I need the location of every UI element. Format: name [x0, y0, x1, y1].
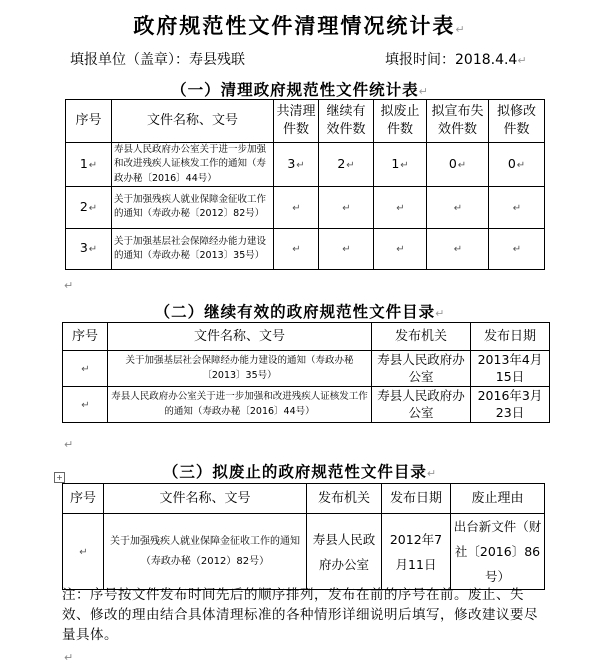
row-number: 3↵	[66, 228, 112, 269]
issue-date: 2012年7月11日	[382, 514, 451, 590]
modify-count	[489, 228, 545, 269]
issuing-org: 寿县人民政府办公室	[307, 514, 382, 590]
footnote: 注：序号按文件发布时间先后的顺序排列，发布在前的序号在前。废止、失效、修改的理由结合具体清理标准的各种情形详细说明后填写，修改建议要尽量具体。	[62, 587, 538, 643]
row-number	[63, 351, 108, 387]
table-row	[63, 387, 550, 423]
section3-heading: （三）拟废止的政府规范性文件目录↵	[162, 463, 438, 481]
return-mark: ↵	[455, 23, 467, 36]
section1-table	[65, 99, 545, 270]
return-mark: ↵	[342, 202, 351, 214]
return-mark: ↵	[435, 307, 446, 320]
reporting-time: 填报时间：2018.4.4↵	[385, 52, 527, 68]
header-cell: 序号	[63, 484, 104, 514]
return-mark: ↵	[396, 202, 405, 214]
return-mark: ↵	[400, 159, 409, 171]
row-number: 2↵	[66, 186, 112, 228]
reporting-unit: 填报单位（盖章）：寿县残联	[70, 52, 245, 68]
total-count: 3↵	[274, 143, 319, 187]
return-mark: ↵	[292, 244, 301, 256]
invalid-count	[427, 186, 489, 228]
section1-heading: （一）清理政府规范性文件统计表↵	[171, 81, 429, 99]
row-number	[63, 387, 108, 423]
issuing-org: 寿县人民政府办公室	[372, 387, 471, 423]
paragraph-mark: ↵	[64, 279, 74, 292]
modify-count: 0↵	[489, 143, 545, 187]
abolish-count	[374, 228, 427, 269]
modify-count	[489, 186, 545, 228]
row-number: 1↵	[66, 143, 112, 187]
paragraph-mark: ↵	[64, 438, 74, 451]
header-cell: 发布日期	[382, 484, 451, 514]
file-name: 关于加强残疾人就业保障金征收工作的通知（寿政办秘（2012）82号）	[104, 514, 307, 590]
return-mark: ↵	[516, 159, 526, 171]
return-mark: ↵	[296, 159, 305, 171]
return-mark: ↵	[81, 400, 90, 412]
table-header-row	[63, 323, 550, 351]
return-mark: ↵	[346, 159, 355, 171]
return-mark: ↵	[453, 244, 463, 256]
file-name: 关于加强基层社会保障经办能力建设的通知（寿政办秘〔2013〕35号）	[112, 228, 274, 269]
return-mark: ↵	[88, 244, 98, 256]
valid-count	[319, 228, 374, 269]
return-mark: ↵	[292, 202, 301, 214]
header-cell: 继续有效件数	[319, 100, 374, 143]
return-mark: ↵	[81, 364, 90, 376]
header-cell: 文件名称、文号	[108, 323, 372, 351]
return-mark: ↵	[79, 547, 88, 559]
header-cell: 文件名称、文号	[112, 100, 274, 143]
header-cell: 共清理件数	[274, 100, 319, 143]
header-cell: 序号	[63, 323, 108, 351]
abolish-count	[374, 186, 427, 228]
table-row	[63, 351, 550, 387]
header-cell: 文件名称、文号	[104, 484, 307, 514]
return-mark: ↵	[426, 467, 438, 480]
header-cell: 废止理由	[451, 484, 545, 514]
issue-date: 2013年4月15日	[471, 351, 550, 387]
file-name: 关于加强残疾人就业保障金征收工作的通知（寿政办秘〔2012〕82号）	[112, 186, 274, 228]
valid-count	[319, 186, 374, 228]
header-cell: 拟废止件数	[374, 100, 427, 143]
total-count	[274, 228, 319, 269]
table-anchor-icon[interactable]: +	[54, 472, 65, 483]
header-cell: 发布日期	[471, 323, 550, 351]
header-cell: 拟修改件数	[489, 100, 545, 143]
return-mark: ↵	[342, 244, 351, 256]
table-row	[66, 143, 545, 187]
section3-table	[62, 483, 545, 590]
header-cell: 发布机关	[307, 484, 382, 514]
return-mark: ↵	[396, 244, 405, 256]
return-mark: ↵	[517, 54, 527, 67]
table-header-row	[66, 100, 545, 143]
return-mark: ↵	[88, 202, 98, 214]
invalid-count: 0↵	[427, 143, 489, 187]
paragraph-mark: ↵	[64, 651, 74, 664]
file-name: 寿县人民政府办公室关于进一步加强和改进残疾人证核发工作的通知（寿政办秘〔2016〕44号）	[108, 387, 372, 423]
row-number	[63, 514, 104, 590]
issue-date: 2016年3月23日	[471, 387, 550, 423]
header-cell: 拟宣布失效件数	[427, 100, 489, 143]
total-count	[274, 186, 319, 228]
document-title: 政府规范性文件清理情况统计表↵	[133, 14, 467, 38]
issuing-org: 寿县人民政府办公室	[372, 351, 471, 387]
table-header-row	[63, 484, 545, 514]
return-mark: ↵	[453, 202, 463, 214]
header-cell: 发布机关	[372, 323, 471, 351]
invalid-count	[427, 228, 489, 269]
header-cell: 序号	[66, 100, 112, 143]
file-name: 关于加强基层社会保障经办能力建设的通知（寿政办秘〔2013〕35号）	[108, 351, 372, 387]
table-row	[66, 228, 545, 269]
return-mark: ↵	[512, 244, 522, 256]
return-mark: ↵	[457, 159, 467, 171]
section2-table	[62, 322, 550, 423]
return-mark: ↵	[512, 202, 522, 214]
abolish-count: 1↵	[374, 143, 427, 187]
file-name: 寿县人民政府办公室关于进一步加强和改进残疾人证核发工作的通知（寿政办秘〔2016〕44号）	[112, 143, 274, 187]
return-mark: ↵	[88, 159, 98, 171]
valid-count: 2↵	[319, 143, 374, 187]
table-row	[66, 186, 545, 228]
table-row	[63, 514, 545, 590]
abolish-reason: 出台新文件（财社〔2016〕86号）	[451, 514, 545, 590]
section2-heading: （二）继续有效的政府规范性文件目录↵	[154, 303, 446, 321]
return-mark: ↵	[418, 85, 429, 98]
